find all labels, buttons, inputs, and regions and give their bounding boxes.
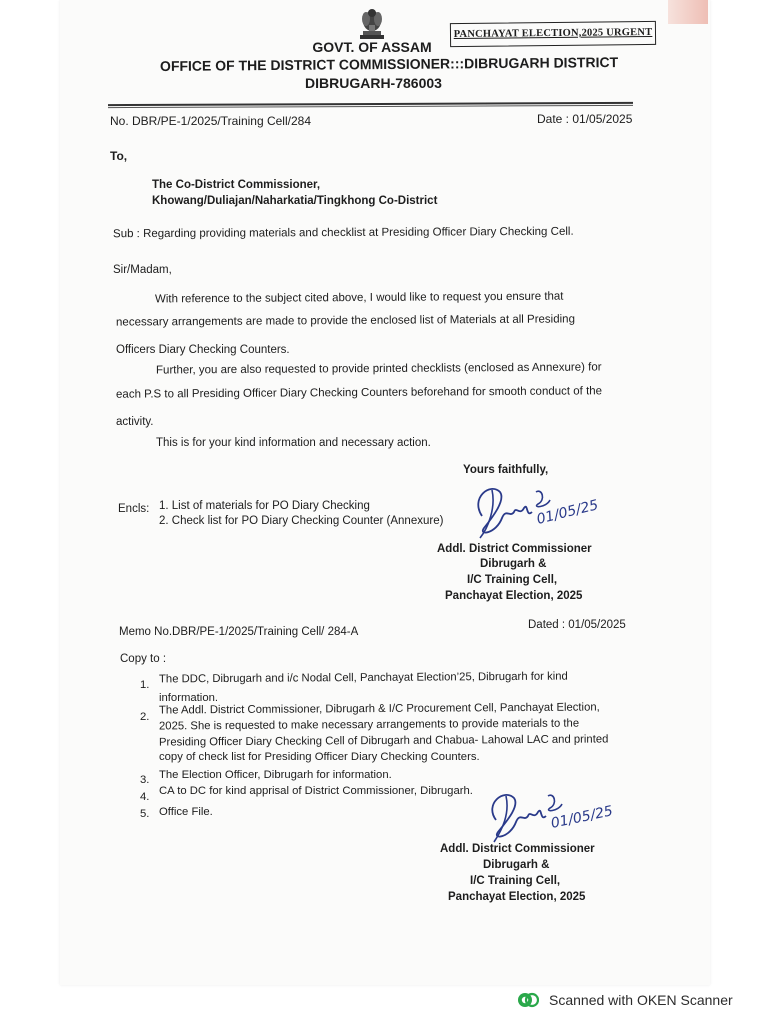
- copy-item-line: 2025. She is requested to make necessary arrangements to provide materials to the: [158, 717, 580, 733]
- para2-line: each P.S to all Presiding Officer Diary Checking Counters beforehand for smooth conduct of the: [115, 385, 603, 401]
- national-emblem-icon: [355, 5, 389, 41]
- handwritten-signature: [482, 786, 622, 846]
- signatory-line: Panchayat Election, 2025: [448, 891, 586, 903]
- letter-date: Date : 01/05/2025: [537, 112, 633, 126]
- signature-date: 01/05/25: [535, 497, 600, 528]
- letter-ref-number: No. DBR/PE-1/2025/Training Cell/284: [110, 114, 311, 128]
- closing: Yours faithfully,: [463, 464, 549, 476]
- copy-item-number: 4.: [140, 791, 150, 803]
- para1-line: With reference to the subject cited above, I would like to request you ensure that: [154, 290, 564, 306]
- copy-item-line: Office File.: [159, 806, 213, 818]
- para2-line: Further, you are also requested to provide printed checklists (enclosed as Annexure) for: [155, 361, 602, 377]
- scanner-text: Scanned with OKEN Scanner: [549, 992, 733, 1008]
- copy-item-line: Presiding Officer Diary Checking Cell of Dibrugarh and Chabua- Lahowal LAC and printed: [158, 733, 609, 749]
- signatory-line: Addl. District Commissioner: [440, 843, 595, 855]
- para1-line: necessary arrangements are made to provide the enclosed list of Materials at all Presiding: [115, 313, 576, 329]
- memo-ref-number: Memo No.DBR/PE-1/2025/Training Cell/ 284-A: [119, 626, 359, 638]
- copy-item-line: The DDC, Dibrugarh and i/c Nodal Cell, Panchayat Election’25, Dibrugarh for kind: [158, 670, 568, 686]
- copy-to-label: Copy to :: [120, 653, 167, 665]
- paper-edge-mark: [668, 0, 708, 24]
- para1-line: Officers Diary Checking Counters.: [116, 344, 290, 356]
- copy-item-line: CA to DC for kind apprisal of District Commissioner, Dibrugarh.: [159, 785, 473, 797]
- encl-item-2: 2. Check list for PO Diary Checking Counter (Annexure): [159, 515, 444, 527]
- para3-line: This is for your kind information and necessary action.: [156, 437, 431, 449]
- office-heading: OFFICE OF THE DISTRICT COMMISSIONER:::DIBRUGARH DISTRICT: [159, 54, 619, 74]
- copy-item-line: information.: [159, 692, 219, 704]
- addressee-line-1: The Co-District Commissioner,: [152, 179, 321, 191]
- govt-heading: GOVT. OF ASSAM: [312, 39, 432, 55]
- addressee-line-2: Khowang/Duliajan/Naharkatia/Tingkhong Co-District: [152, 195, 438, 207]
- urgent-stamp-text: PANCHAYAT ELECTION,2025 URGENT: [453, 26, 653, 41]
- to-label: To,: [110, 149, 128, 163]
- signature-date: 01/05/25: [549, 803, 615, 832]
- signatory-line: Dibrugarh &: [480, 558, 547, 570]
- signatory-line: Addl. District Commissioner: [437, 543, 592, 555]
- signatory-line: I/C Training Cell,: [470, 875, 561, 887]
- memo-date: Dated : 01/05/2025: [528, 619, 626, 631]
- signatory-line: I/C Training Cell,: [467, 574, 558, 586]
- oken-scanner-logo-icon: [517, 991, 539, 1009]
- signatory-line: Dibrugarh &: [483, 859, 550, 871]
- copy-item-line: copy of check list for Presiding Officer Diary Checking Counters.: [159, 751, 480, 763]
- copy-item-number: 5.: [140, 808, 150, 820]
- handwritten-signature: [466, 478, 606, 543]
- address-heading: DIBRUGARH-786003: [305, 75, 442, 91]
- scanner-watermark: [517, 991, 733, 1009]
- copy-item-number: 3.: [140, 774, 150, 786]
- salutation: Sir/Madam,: [113, 264, 172, 276]
- copy-item-line: The Election Officer, Dibrugarh for information.: [159, 769, 392, 781]
- copy-item-number: 1.: [140, 679, 150, 691]
- subject-line: Sub : Regarding providing materials and checklist at Presiding Officer Diary Checking Cell.: [112, 225, 574, 241]
- copy-item-number: 2.: [140, 711, 150, 723]
- para2-line: activity.: [116, 416, 154, 428]
- copy-item-line: The Addl. District Commissioner, Dibrugarh & I/C Procurement Cell, Panchayat Election,: [158, 701, 600, 717]
- encl-item-1: 1. List of materials for PO Diary Checking: [159, 500, 370, 512]
- encl-label: Encls:: [118, 503, 150, 515]
- signatory-line: Panchayat Election, 2025: [445, 590, 583, 602]
